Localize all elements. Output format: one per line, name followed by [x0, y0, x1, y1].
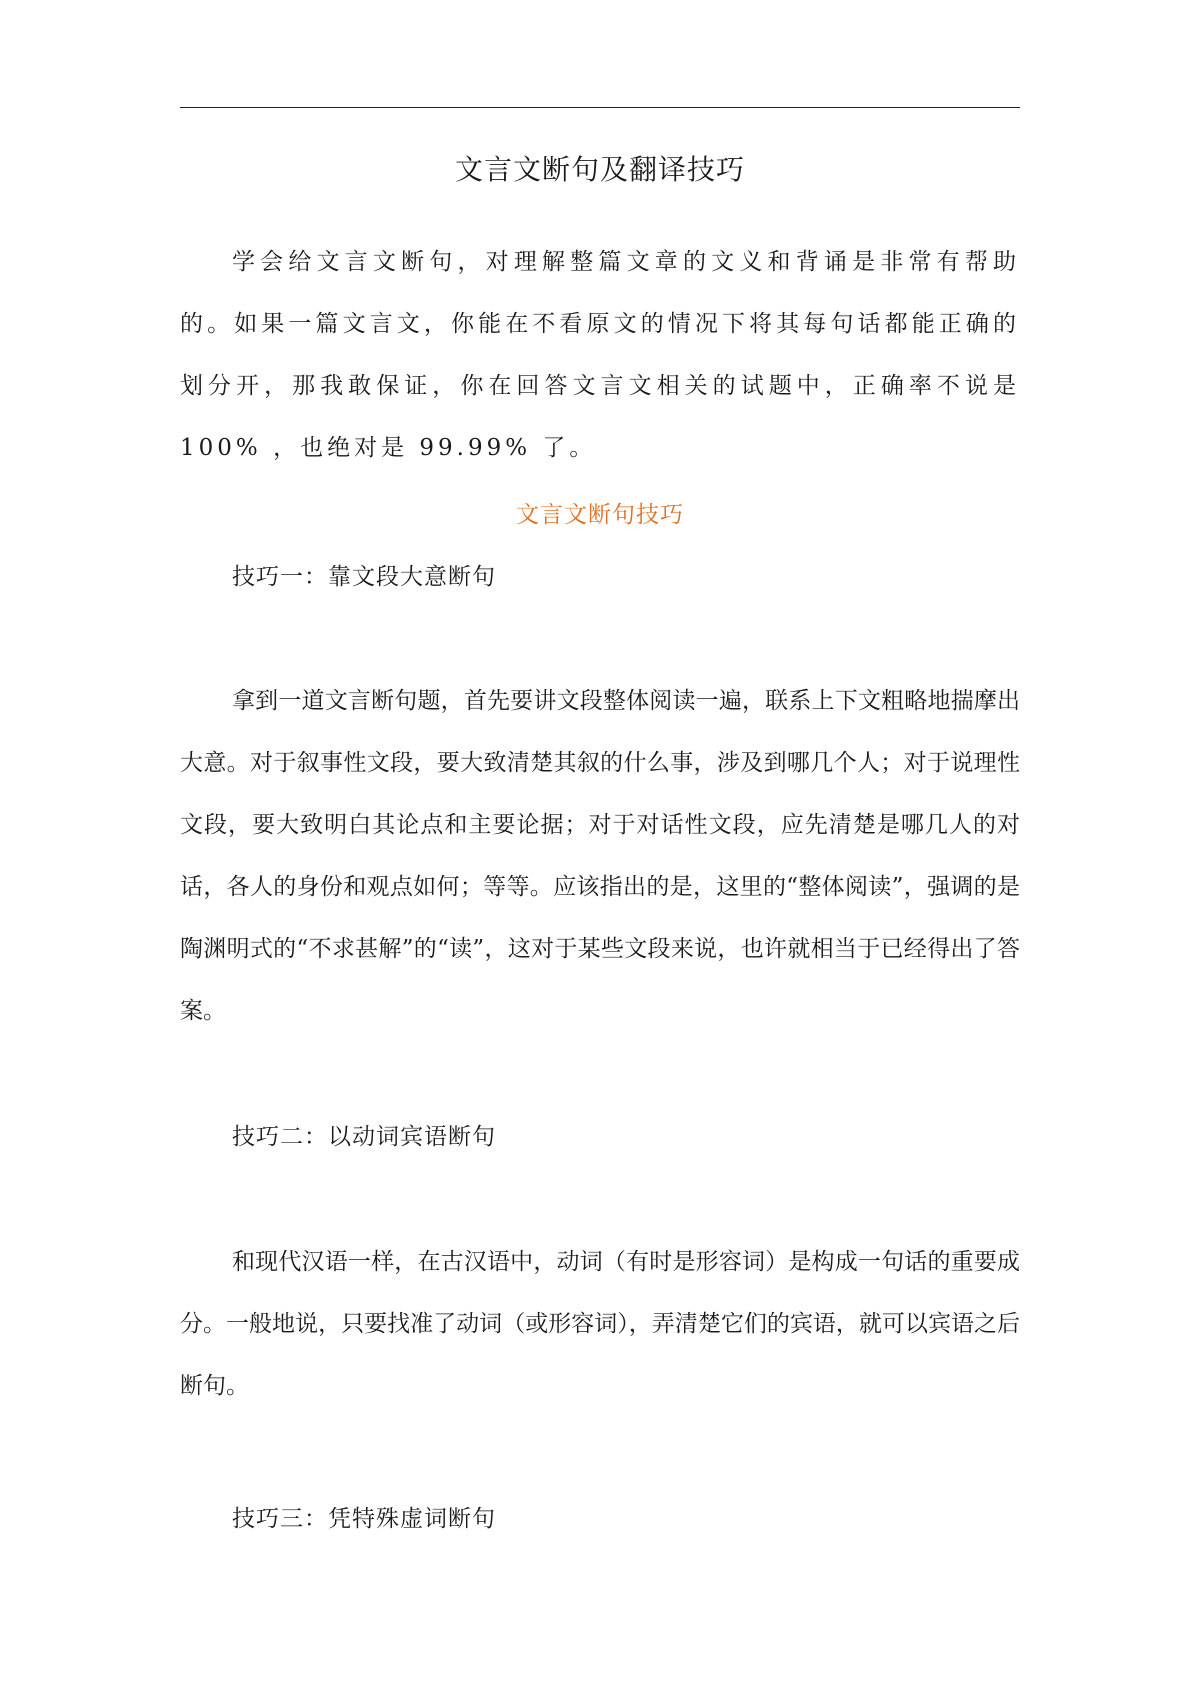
section-title: 文言文断句技巧: [516, 502, 684, 528]
intro-paragraph: 学会给文言文断句，对理解整篇文章的文义和背诵是非常有帮助的。如果一篇文言文，你能在不看原文的情况下将其每句话都能正确的划分开，那我敢保证，你在回答文言文相关的试题中，正确率不说是 100% ，也绝对是 99.99% 了。: [180, 249, 1020, 461]
tip-1-heading: 技巧一：靠文段大意断句: [232, 564, 496, 590]
tip-2-body: 和现代汉语一样，在古汉语中，动词（有时是形容词）是构成一句话的重要成分。一般地说，只要找准了动词（或形容词），弄清楚它们的宾语，就可以宾语之后断句。: [180, 1249, 1020, 1399]
tip-2-heading: 技巧二：以动词宾语断句: [232, 1124, 496, 1150]
document-title: 文言文断句及翻译技巧: [454, 153, 745, 186]
header-rule: [180, 107, 1020, 108]
tip-1-body: 拿到一道文言断句题，首先要讲文段整体阅读一遍，联系上下文粗略地揣摩出大意。对于叙事性文段，要大致清楚其叙的什么事，涉及到哪几个人；对于说理性文段，要大致明白其论点和主要论据；对于对话性文段，应先清楚是哪几人的对话，各人的身份和观点如何；等等。应该指出的是，这里的“整体阅读”，强调的是陶渊明式的“不求甚解”的“读”，这对于某些文段来说，也许就相当于已经得出了答案。: [180, 688, 1020, 1024]
tip-3-heading: 技巧三：凭特殊虚词断句: [232, 1506, 496, 1532]
